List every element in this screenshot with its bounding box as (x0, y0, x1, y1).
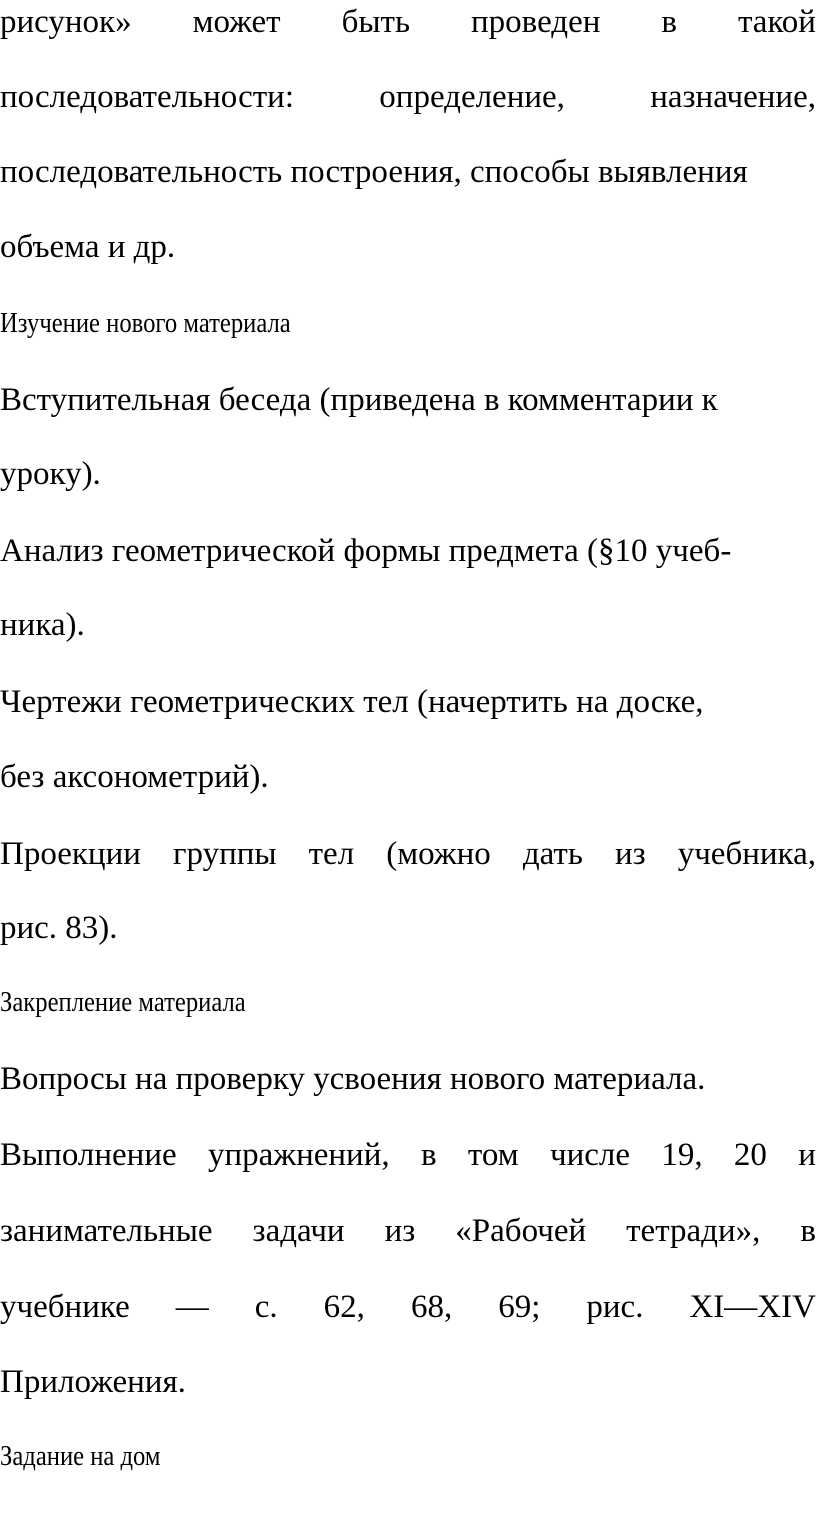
paragraph-line (0, 1211, 816, 1251)
word: рис. (586, 1289, 644, 1325)
paragraph-line (0, 2, 816, 42)
paragraph-line (0, 1135, 816, 1175)
word: тетради», (626, 1213, 761, 1249)
word: и (798, 1137, 816, 1173)
paragraph-line: Чертежи геометрических тел (начертить на доске, (0, 684, 704, 720)
paragraph-line: Вопросы на проверку усвоения нового материала. (0, 1061, 706, 1097)
word: в (661, 4, 677, 40)
word: из (614, 836, 646, 872)
word: может (192, 4, 281, 40)
word: группы (172, 836, 277, 872)
word: учебнике (0, 1289, 130, 1325)
paragraph-line: Вступительная беседа (приведена в комментарии к (0, 382, 718, 418)
word: том (467, 1137, 519, 1173)
word: XI—XIV (689, 1289, 816, 1325)
word: из (384, 1213, 416, 1249)
word: тел (308, 836, 355, 872)
paragraph-line: объема и др. (0, 229, 176, 265)
word: быть (341, 4, 411, 40)
word: рисунок» (0, 4, 132, 40)
paragraph-line (0, 77, 816, 117)
paragraph-line: ника). (0, 607, 85, 643)
paragraph-line: последовательность построения, способы выявления (0, 154, 748, 190)
word: Выполнение (0, 1137, 177, 1173)
word: последовательности: (0, 79, 295, 115)
word: «Рабочей (455, 1213, 587, 1249)
paragraph-line (0, 1287, 816, 1327)
section-heading: Изучение нового материала (0, 308, 291, 339)
word: 68, (410, 1289, 453, 1325)
paragraph-line: без аксонометрий). (0, 759, 269, 795)
word: учебника, (677, 836, 816, 872)
word: 69; (498, 1289, 541, 1325)
word: в (800, 1213, 816, 1249)
word: задачи (252, 1213, 345, 1249)
section-heading: Закрепление материала (0, 987, 246, 1018)
word: Проекции (0, 836, 141, 872)
word: 19, (661, 1137, 703, 1173)
paragraph-line: уроку). (0, 456, 101, 492)
word: такой (737, 4, 816, 40)
word: упражнений, (207, 1137, 390, 1173)
section-heading: Задание на дом (0, 1441, 161, 1472)
paragraph-line: Приложения. (0, 1364, 186, 1400)
word: с. (254, 1289, 278, 1325)
word: в (420, 1137, 437, 1173)
word: 62, (323, 1289, 365, 1325)
paragraph-line: Анализ геометрической формы предмета (§10 учеб- (0, 533, 732, 569)
word: дать (522, 836, 583, 872)
word: проведен (471, 4, 601, 40)
word: (можно (386, 836, 491, 872)
paragraph-line: рис. 83). (0, 910, 118, 946)
word: числе (549, 1137, 630, 1173)
word: определение, (379, 79, 565, 115)
word: 20 (733, 1137, 767, 1173)
paragraph-line (0, 834, 816, 874)
word: занимательные (0, 1213, 213, 1249)
word: назначение, (650, 79, 816, 115)
word: — (175, 1289, 209, 1325)
